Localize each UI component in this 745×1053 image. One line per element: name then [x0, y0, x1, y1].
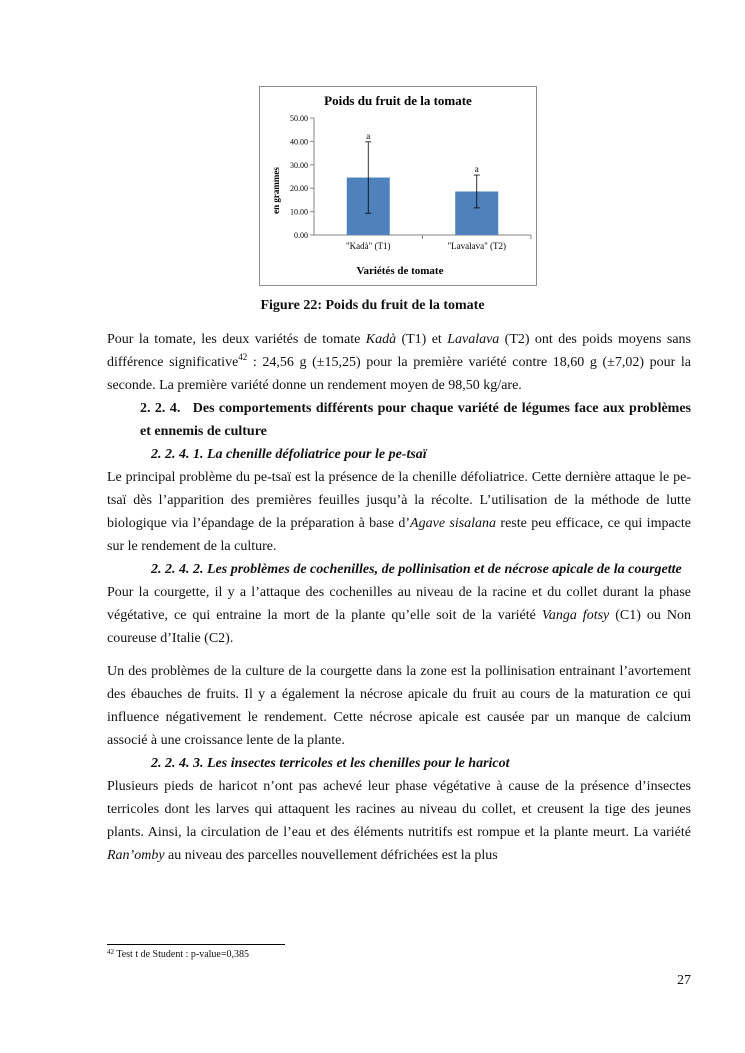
y-tick-label: 0.00 — [294, 231, 308, 240]
section-number: 2. 2. 4. — [140, 401, 181, 416]
section-title: Des comportements différents pour chaque variété de légumes face aux problèmes et ennemis de culture — [140, 401, 692, 439]
main-text — [107, 328, 691, 867]
x-tick-label: "Lavalava" (T2) — [447, 241, 507, 251]
text: Pour la courgette, il y a l’attaque des cochenilles au niveau de la racine et du collet durant la phase végétative, ce qui entraine la mort de la plante qu’elle soit de la variété — [107, 585, 691, 623]
significance-label: a — [474, 164, 479, 175]
species-name: Agave sisalana — [410, 516, 497, 531]
y-tick-label: 30.00 — [290, 160, 308, 170]
section-heading-2-2-4-1: 2. 2. 4. 1. La chenille défoliatrice pour le pe-tsaï — [151, 447, 427, 462]
footnote-text: Test t de Student : p-value=0,385 — [114, 949, 250, 960]
section-heading-2-2-4 — [140, 397, 691, 443]
variety-name: Ran’omby — [107, 848, 165, 863]
page-number: 27 — [677, 973, 691, 988]
text: (T1) et — [396, 332, 448, 347]
section-heading-2-2-4-2: 2. 2. 4. 2. Les problèmes de cochenilles, de pollinisation et de nécrose apicale de la courgette — [151, 562, 682, 577]
chart-title: Poids du fruit de la tomate — [324, 93, 472, 108]
variety-name: Kadà — [365, 332, 397, 347]
paragraph-pollination: Un des problèmes de la culture de la courgette dans la zone est la pollinisation entrainant l’avortement des ébauches de fruits. Il y a également la nécrose apicale du fruit au cours de la maturation ce qui influence négativement le rendement. Cette nécrose apicale est causée par un manque de calcium associé à une croissance lente de la plante. — [107, 664, 691, 748]
text: reste peu efficace, ce qui impacte sur le rendement de la culture. — [107, 516, 691, 554]
text: Plusieurs pieds de haricot n’ont pas achevé leur phase végétative à cause de la présence d’insectes terricoles dont les larves qui attaquent les racines au niveau du collet, et creusent la tige des jeunes plants. Ainsi, la circulation de l’eau et des éléments nutritifs est rompue et la plante meurt. La variété — [107, 779, 691, 840]
footnote-separator — [107, 944, 285, 945]
variety-name: Lavalava — [447, 332, 500, 347]
bar-chart — [260, 87, 536, 285]
paragraph-haricot — [107, 775, 691, 867]
paragraph-tomato — [107, 328, 691, 397]
text: : 24,56 g (±15,25) pour la première variété contre 18,60 g (±7,02) pour la seconde. La première variété donne un rendement moyen de 98,50 kg/are. — [107, 355, 691, 393]
text: Le principal problème du pe-tsaï est la présence de la chenille défoliatrice. Cette dernière attaque le pe-tsaï dès l’apparition des premières feuilles jusqu’à la récolte. L’utilisation de la méthode de lutte biologique via l’épandage de la préparation à base d’ — [107, 470, 691, 531]
y-tick-label: 20.00 — [290, 184, 308, 194]
text: (T2) ont des poids moyens sans différence significative — [107, 332, 691, 370]
x-axis-label: Variétés de tomate — [356, 265, 444, 277]
paragraph-courgette — [107, 581, 691, 650]
x-tick-label: "Kadà" (T1) — [345, 241, 391, 251]
text: Pour la tomate, les deux variétés de tomate — [107, 332, 366, 347]
text: au niveau des parcelles nouvellement défrichées est la plus — [164, 848, 498, 863]
footnote-number: 42 — [107, 948, 114, 956]
figure-chart — [259, 86, 537, 286]
section-heading-2-2-4-3: 2. 2. 4. 3. Les insectes terricoles et les chenilles pour le haricot — [151, 756, 510, 771]
paragraph-petsai — [107, 466, 691, 558]
footnote-ref[interactable]: 42 — [238, 352, 248, 362]
y-tick-label: 40.00 — [290, 137, 308, 147]
y-tick-label: 50.00 — [290, 114, 308, 123]
y-axis-label: en grammes — [271, 167, 281, 214]
figure-caption: Figure 22: Poids du fruit de la tomate — [260, 298, 485, 313]
text: (C1) ou Non coureuse d’Italie (C2). — [107, 608, 691, 646]
footnote — [107, 949, 249, 960]
significance-label: a — [366, 130, 371, 141]
variety-name: Vanga fotsy — [541, 608, 610, 623]
y-tick-label: 10.00 — [290, 207, 308, 217]
